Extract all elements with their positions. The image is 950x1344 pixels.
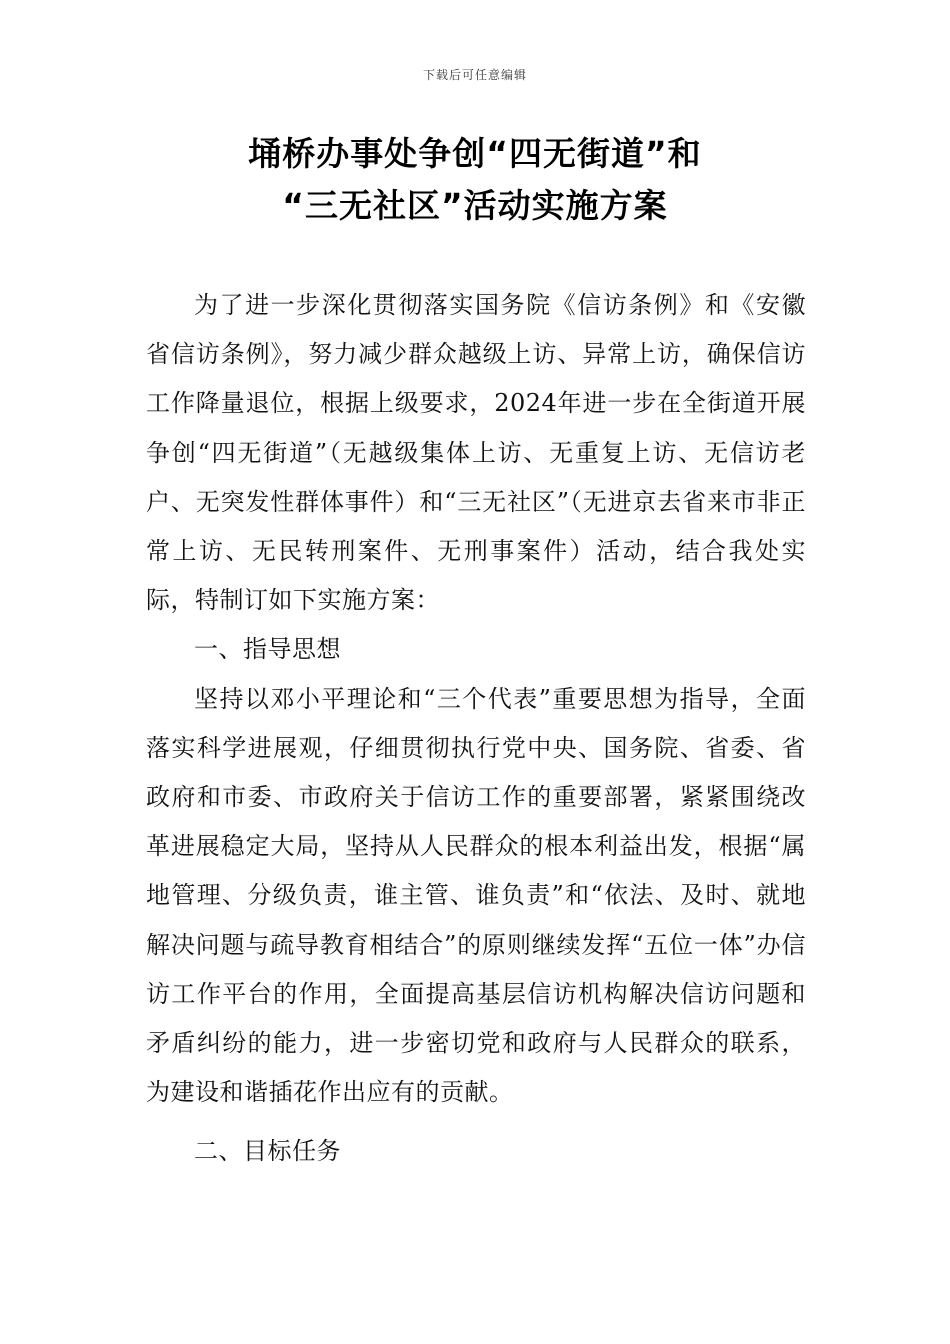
header-note: 下载后可任意编辑 — [422, 68, 527, 82]
section-1-body: 坚持以邓小平理论和“三个代表”重要思想为指导，全面落实科学进展观，仔细贯彻执行党中央、国务院、省委、省政府和市委、市政府关于信访工作的重要部署，紧紧围绕改革进展稳定大局，坚持从人民群众的根本利益出发，根据“属地管理、分级负责，谁主管、谁负责”和“依法、及时、就地解决问题与疏导教育相结合”的原则继续发挥“五位一体”办信访工作平台的作用，全面提高基层信访机构解决信访问题和矛盾纠纷的能力，进一步密切党和政府与人民群众的联系，为建设和谐插花作出应有的贡献。 — [146, 684, 806, 1107]
section-1-heading: 一、指导思想 — [194, 635, 341, 664]
section-2-heading: 二、目标任务 — [194, 1137, 341, 1166]
title-line-2: “三无社区”活动实施方案 — [282, 186, 668, 225]
document-body — [146, 281, 806, 1177]
document-title — [0, 128, 950, 232]
title-line-1: 埇桥办事处争创“四无街道”和 — [248, 134, 702, 173]
intro-paragraph: 为了进一步深化贯彻落实国务院《信访条例》和《安徽省信访条例》，努力减少群众越级上访、异常上访，确保信访工作降量退位，根据上级要求，2024年进一步在全街道开展争创“四无街道”（无越级集体上访、无重复上访、无信访老户、无突发性群体事件）和“三无社区”（无进京去省来市非正常上访、无民转刑案件、无刑事案件）活动，结合我处实际，特制订如下实施方案： — [146, 291, 806, 615]
